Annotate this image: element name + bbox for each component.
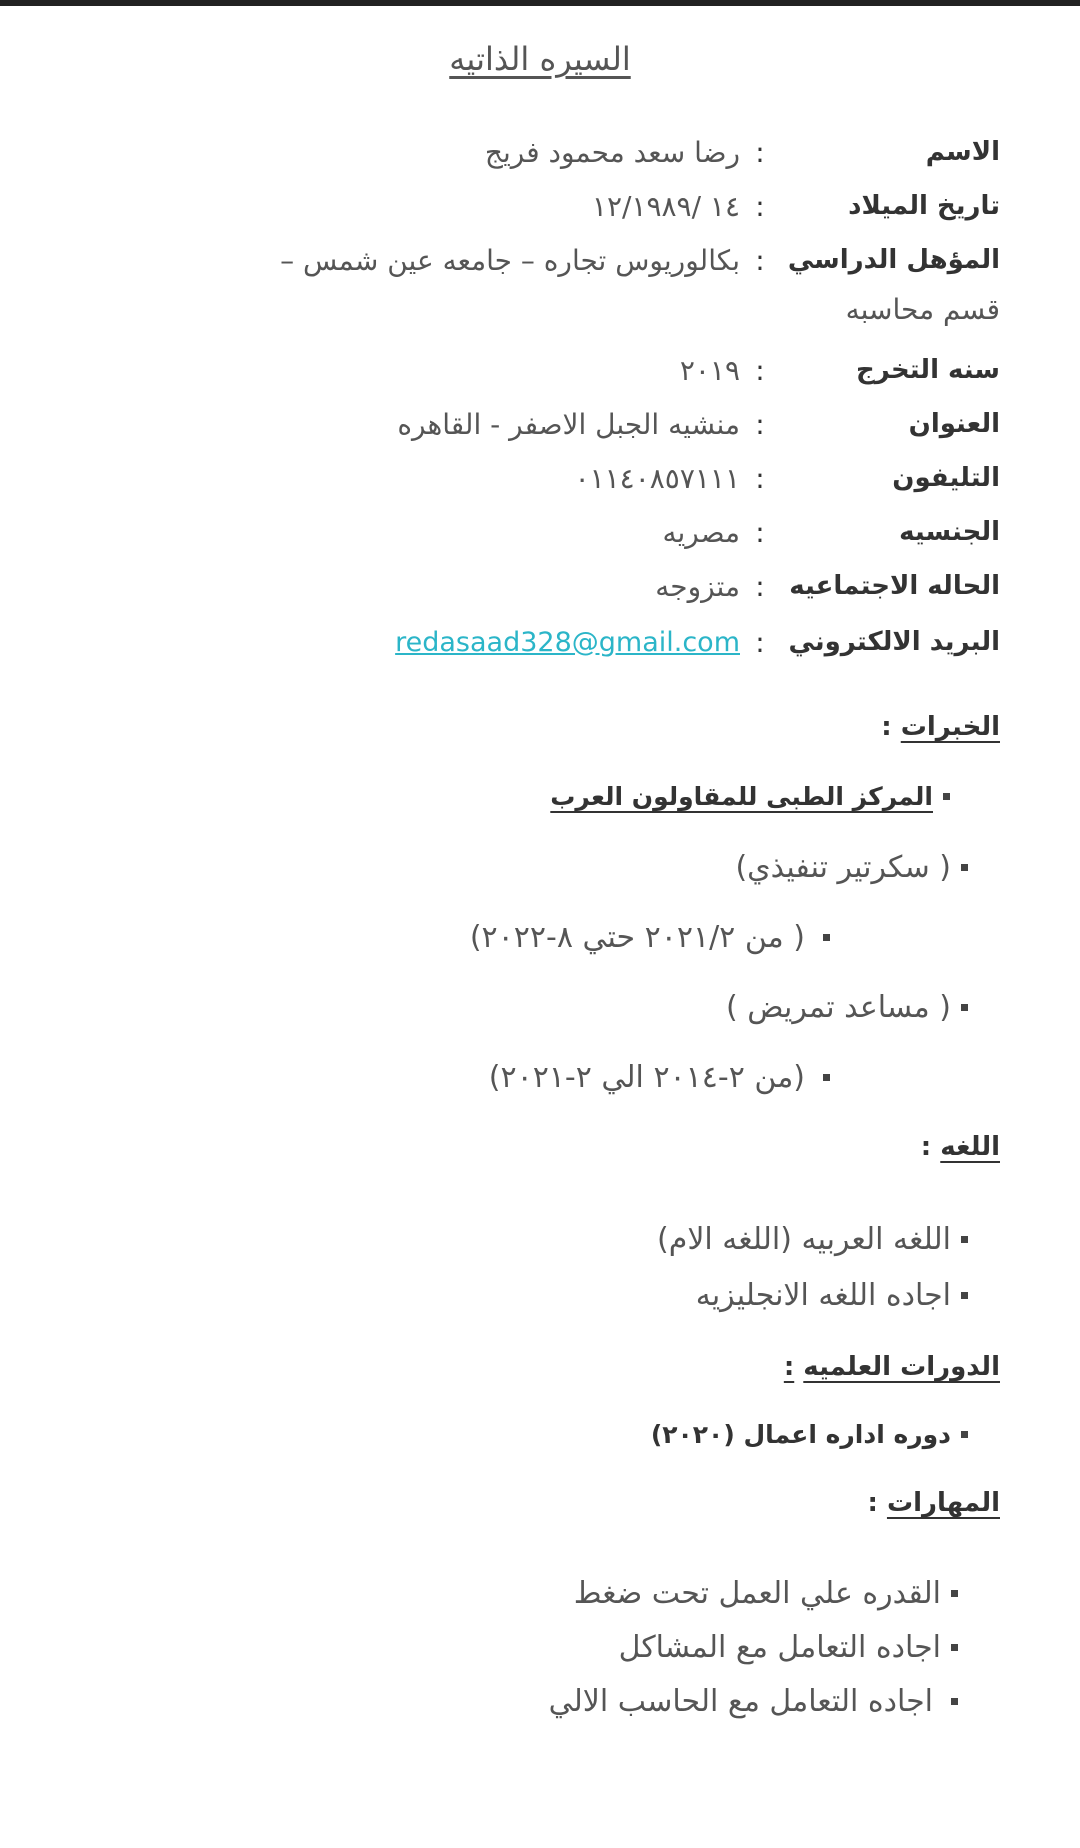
info-value: ٢٠١٩ [679, 353, 740, 387]
course-item [651, 1420, 968, 1449]
info-row-nationality [60, 504, 1000, 560]
info-row-address [60, 396, 1000, 452]
bullet-icon [951, 1590, 958, 1597]
skill-item [619, 1630, 958, 1665]
info-value: بكالوريوس تجاره – جامعه عين شمس – [280, 243, 740, 277]
info-row-phone [60, 450, 1000, 506]
info-value: ١٤ /١٢/١٩٨٩ [591, 189, 740, 223]
skill-text: القدره علي العمل تحت ضغط [573, 1576, 941, 1611]
section-heading-text: الخبرات [900, 712, 1000, 742]
section-heading-colon: : [867, 1488, 878, 1518]
info-row-graduation-year [60, 342, 1000, 398]
bullet-icon [961, 1292, 968, 1299]
info-colon: : [755, 461, 765, 495]
experience-period-2 [489, 1060, 830, 1095]
info-colon: : [755, 243, 765, 277]
role-text: ( مساعد تمريض ) [726, 990, 951, 1025]
info-label: تاريخ الميلاد [848, 191, 1000, 221]
skill-text: اجاده التعامل مع الحاسب الالي [548, 1684, 933, 1719]
role-text: ( سكرتير تنفيذي) [735, 850, 951, 885]
info-colon: : [755, 189, 765, 223]
bullet-icon [823, 1074, 830, 1081]
section-heading-text: اللغه [940, 1132, 1000, 1162]
language-text: اللغه العربيه (اللغه الام) [657, 1222, 951, 1257]
info-value: متزوجه [655, 569, 740, 603]
info-colon: : [755, 569, 765, 603]
info-label: العنوان [908, 409, 1000, 439]
section-heading-colon: : [920, 1132, 932, 1162]
skill-item [574, 1576, 958, 1611]
experience-role-1 [735, 850, 968, 885]
info-row-email [60, 614, 1000, 670]
info-label: التليفون [892, 463, 1000, 493]
education-continuation: قسم محاسبه [845, 293, 1000, 326]
course-text: دوره اداره اعمال (٢٠٢٠) [650, 1420, 951, 1449]
email-link[interactable]: redasaad328@gmail.com [395, 626, 740, 658]
info-label: الجنسيه [899, 517, 1000, 547]
bullet-icon [961, 864, 968, 871]
bullet-icon [943, 793, 950, 800]
section-heading-languages [921, 1132, 1000, 1162]
section-heading-text: المهارات [886, 1488, 1000, 1518]
info-colon: : [755, 625, 765, 659]
info-value: ٠١١٤٠٨٥٧١١١ [574, 461, 740, 495]
info-row-marital-status [60, 558, 1000, 614]
section-heading-experience [881, 712, 1000, 742]
skill-item [549, 1684, 958, 1719]
bullet-icon [951, 1644, 958, 1651]
bullet-icon [823, 934, 830, 941]
experience-role-2 [726, 990, 968, 1025]
info-label: سنه التخرج [856, 355, 1000, 385]
info-colon: : [755, 135, 765, 169]
info-row-name [60, 124, 1000, 180]
page-title: السيره الذاتيه [449, 40, 631, 78]
info-label: البريد الالكتروني [788, 627, 1000, 657]
info-colon: : [755, 515, 765, 549]
experience-employer [550, 782, 950, 811]
info-colon: : [755, 407, 765, 441]
section-heading-skills [867, 1488, 1000, 1518]
bullet-icon [951, 1698, 958, 1705]
language-item [657, 1222, 968, 1257]
section-heading-colon: : [783, 1352, 795, 1382]
language-text: اجاده اللغه الانجليزيه [695, 1278, 951, 1313]
info-row-education [60, 232, 1000, 288]
bullet-icon [961, 1236, 968, 1243]
period-text: (من ٢-٢٠١٤ الي ٢-٢٠٢١) [488, 1060, 805, 1095]
info-label: المؤهل الدراسي [787, 245, 1000, 275]
bullet-icon [961, 1004, 968, 1011]
employer-name: المركز الطبى للمقاولون العرب [550, 782, 933, 811]
info-label: الاسم [925, 137, 1000, 167]
info-row-birthdate [60, 178, 1000, 234]
info-value: مصريه [662, 515, 740, 549]
section-heading-courses [784, 1352, 1000, 1382]
bullet-icon [961, 1431, 968, 1438]
section-heading-colon: : [881, 712, 892, 742]
info-label: الحاله الاجتماعيه [789, 571, 1000, 601]
info-colon: : [755, 353, 765, 387]
language-item [696, 1278, 968, 1313]
info-value: منشيه الجبل الاصفر - القاهره [397, 407, 740, 441]
period-text: ( من ٢٠٢١/٢ حتي ٨-٢٠٢٢) [469, 920, 805, 955]
section-heading-text: الدورات العلميه [803, 1352, 1000, 1382]
skill-text: اجاده التعامل مع المشاكل [618, 1630, 941, 1665]
info-value: رضا سعد محمود فريج [484, 135, 740, 169]
experience-period-1 [470, 920, 830, 955]
